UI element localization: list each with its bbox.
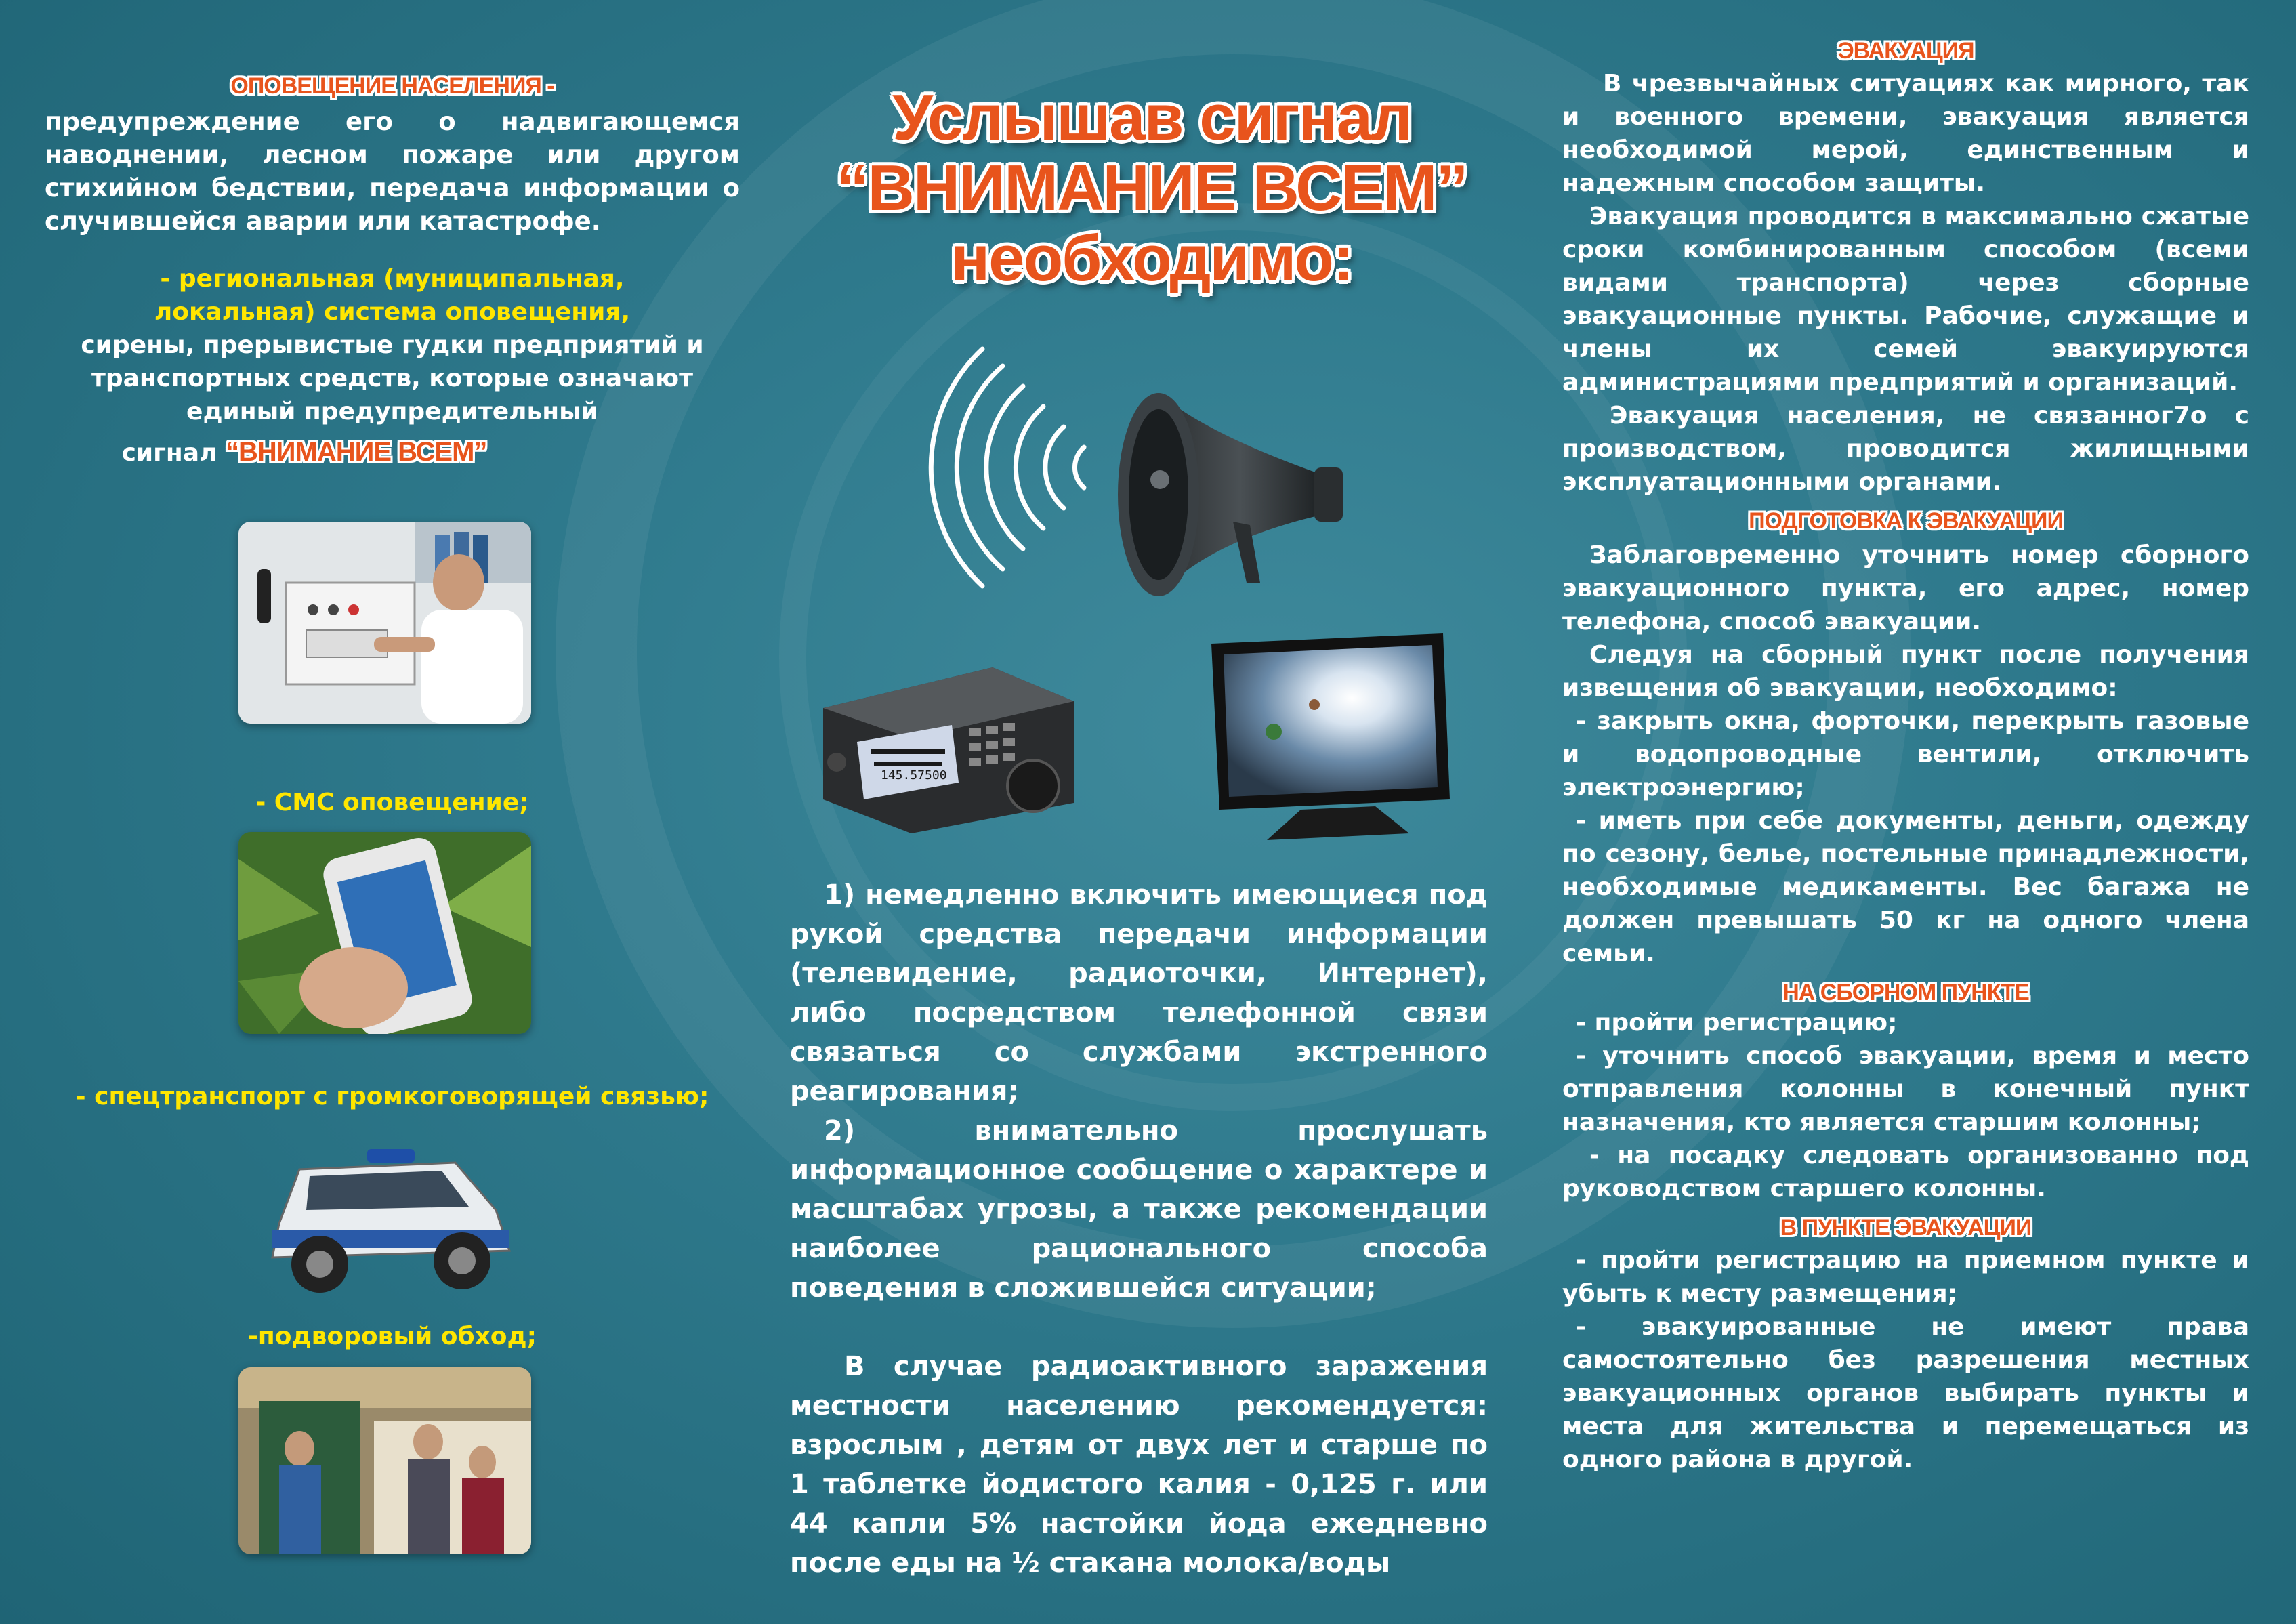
evacuation-heading: ЭВАКУАЦИЯ: [1837, 38, 1974, 64]
radio-receiver-icon: [816, 661, 1087, 837]
alert-heading: ОПОВЕЩЕНИЕ НАСЕЛЕНИЯ: [230, 73, 541, 99]
destination-heading: В ПУНКТЕ ЭВАКУАЦИИ: [1780, 1215, 2032, 1241]
destination-p1: - пройти регистрацию на приемном пункте и убыть к месту размещения;: [1562, 1247, 2249, 1308]
signal-name: “ВНИМАНИЕ ВСЕМ”: [226, 437, 487, 467]
assembly-point-p2: - уточнить способ эвакуации, время и место отправления колонны в конечный пункт назначения, кто является старшим колонны;: [1562, 1042, 2249, 1136]
center-title-line3: необходимо:: [951, 222, 1353, 295]
control-panel-illustration: [238, 522, 531, 724]
door-to-door-label: -подворовый обход;: [247, 1323, 537, 1350]
sms-label: - СМС оповещение;: [255, 789, 529, 816]
regional-system-text: - региональная (муниципальная, локальная) система оповещения,: [154, 265, 631, 326]
sirens-text: сирены, прерывистые гудки предприятий и транспортных средств, которые означают единый предупредительный: [81, 331, 704, 425]
assembly-point-p1: - пройти регистрацию;: [1576, 1009, 1898, 1037]
police-car-illustration: [252, 1122, 523, 1306]
assembly-point-p3: - на посадку следовать организованно под руководством старшего колонны.: [1562, 1142, 2249, 1203]
loudspeaker-icon: [1111, 379, 1355, 610]
alert-intro: предупреждение его о надвигающемся наводнении, лесном пожаре или другом стихийном бедствии, передача информации о случившейся аварии или катастрофе.: [45, 107, 740, 236]
smartphone-photo: [238, 832, 531, 1034]
preparation-p2: Следуя на сборный пункт после получения извещения об эвакуации, необходимо:: [1562, 641, 2249, 702]
sound-waves-icon: [908, 346, 1111, 589]
preparation-heading: ПОДГОТОВКА К ЭВАКУАЦИИ: [1749, 508, 2063, 534]
door-to-door-illustration: [238, 1367, 531, 1554]
center-text-column: [790, 875, 1488, 1583]
center-title-line2: “ВНИМАНИЕ ВСЕМ”: [836, 152, 1467, 224]
evacuation-p1: В чрезвычайных ситуациях как мирного, так и военного времени, эвакуация является необходимой мерой, единственным и надежным способом защиты.: [1562, 70, 2249, 197]
assembly-point-heading: НА СБОРНОМ ПУНКТЕ: [1782, 980, 2029, 1005]
police-car-photo: [252, 1122, 523, 1306]
left-heading-row: [45, 73, 740, 100]
smartphone-illustration: [238, 832, 531, 1034]
door-to-door-photo: [238, 1367, 531, 1554]
step-2-text: 2) внимательно прослушать информационное сообщение о характере и масштабах угрозы, а также рекомендации наиболее рационального способа поведения в сложившейся ситуации;: [790, 1115, 1488, 1304]
control-panel-photo: [238, 522, 531, 724]
signal-line: [45, 436, 564, 470]
center-title: [779, 81, 1524, 295]
transport-label: - спецтранспорт с громкоговорящей связью;: [75, 1083, 709, 1110]
preparation-p1: Заблаговременно уточнить номер сборного эвакуационного пункта, его адрес, номер телефона, способ эвакуации.: [1562, 541, 2249, 636]
left-column: [45, 73, 740, 470]
preparation-p3: - закрыть окна, форточки, перекрыть газовые и водопроводные вентили, отключить электроэнергию;: [1562, 707, 2249, 801]
right-column: [1562, 38, 2249, 1476]
evacuation-p3: Эвакуация населения, не связанног7о с производством, проводится жилищными эксплуатационными органами.: [1562, 402, 2249, 496]
radiation-text: В случае радиоактивного заражения местности населению рекомендуется: взрослым , детям от двух лет и старше по 1 таблетке йодистого калия - 0,125 г. или 44 капли 5% настойки йода ежедневно после еды на ½ стакана молока/воды: [790, 1351, 1488, 1579]
destination-p2: - эвакуированные не имеют права самостоятельно без разрешения местных эвакуационных органов выбирать пункты и места для жительства и перемещаться из одного района в другой.: [1562, 1313, 2249, 1474]
signal-word: сигнал: [121, 439, 226, 467]
step-1-text: 1) немедленно включить имеющиеся под рукой средства передачи информации (телевидение, радиоточки, Интернет), либо посредством телефонной связи связаться со службами экстренного реагирования;: [790, 879, 1488, 1107]
evacuation-p2: Эвакуация проводится в максимально сжатые сроки комбинированным способом (всеми видами транспорта) через сборные эвакуационные пункты. Рабочие, служащие и члены их семей эвакуируются администрациями предприятий и организаций.: [1562, 203, 2249, 396]
radio-display-text: 145.57500: [881, 768, 947, 783]
center-title-line1: Услышав сигнал: [892, 81, 1411, 154]
preparation-p4: - иметь при себе документы, деньги, одежду по сезону, белье, постельные принадлежности, необходимые медикаменты. Вес багажа не должен превышать 50 кг на одного члена семьи.: [1562, 807, 2249, 967]
tv-icon: [1206, 630, 1457, 847]
alert-heading-dash: -: [541, 73, 554, 99]
